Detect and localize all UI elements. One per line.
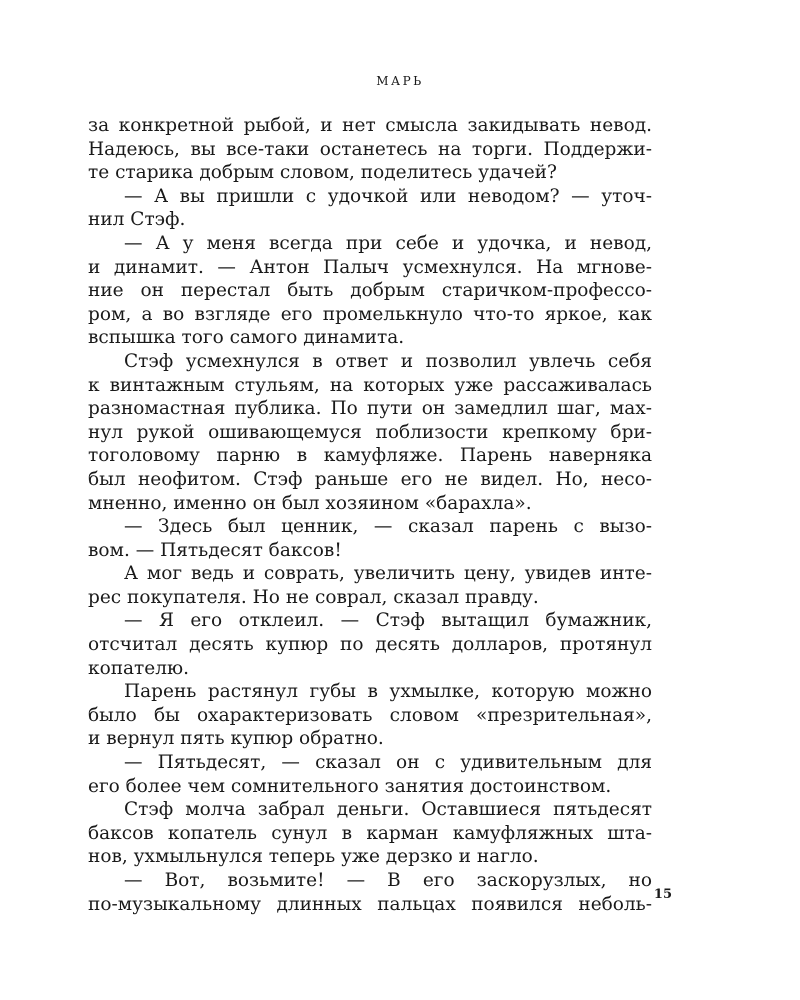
text-line: ние он перестал быть добрым старичком-профессо- (88, 280, 652, 302)
body-text (88, 114, 652, 916)
text-line: А мог ведь и соврать, увеличить цену, увидев инте- (124, 563, 652, 585)
text-line: баксов копатель сунул в карман камуфляжных шта- (88, 822, 652, 844)
text-line: — А у меня всегда при себе и удочка, и невод, (124, 232, 652, 254)
text-line: Стэф молча забрал деньги. Оставшиеся пятьдесят (124, 799, 652, 821)
text-line: те старика добрым словом, поделитесь удачей? (88, 162, 557, 184)
text-line: вом. — Пятьдесят баксов! (88, 539, 342, 561)
text-line: был неофитом. Стэф раньше его не видел. Но, несо- (88, 468, 652, 490)
text-line: и вернул пять купюр обратно. (88, 728, 384, 750)
text-line: — Здесь был ценник, — сказал парень с вызо- (124, 516, 652, 538)
text-line: было бы охарактеризовать словом «презрительная», (88, 704, 652, 726)
text-line: его более чем сомнительного занятия достоинством. (88, 775, 612, 797)
text-line: — А вы пришли с удочкой или неводом? — уточ- (124, 185, 652, 207)
text-line: ром, а во взгляде его промелькнуло что-то яркое, как (88, 303, 652, 325)
text-line: нил Стэф. (88, 209, 186, 231)
text-line: по-музыкальному длинных пальцах появился неболь- (88, 893, 652, 915)
text-line: тоголовому парню в камуфляже. Парень наверняка (88, 445, 652, 467)
page-number: 15 (653, 887, 672, 902)
text-line: к винтажным стульям, на которых уже рассаживалась (88, 374, 652, 396)
text-line: Стэф усмехнулся в ответ и позволил увлечь себя (124, 350, 652, 372)
text-line: нул рукой ошивающемуся поблизости крепкому бри- (88, 421, 652, 443)
text-line: Парень растянул губы в ухмылке, которую можно (124, 681, 652, 703)
text-line: Надеюсь, вы все-таки останетесь на торги. Поддержи- (88, 138, 652, 160)
text-line: разномастная публика. По пути он замедлил шаг, мах- (88, 398, 652, 420)
text-line: отсчитал десять купюр по десять долларов, протянул (88, 634, 652, 656)
text-line: — Вот, возьмите! — В его заскорузлых, но (124, 870, 652, 891)
running-head: МАРЬ (376, 74, 424, 88)
text-line: рес покупателя. Но не соврал, сказал правду. (88, 586, 539, 608)
text-line: — Я его отклеил. — Стэф вытащил бумажник, (124, 610, 652, 632)
text-line: мненно, именно он был хозяином «барахла». (88, 492, 532, 514)
text-line: копателю. (88, 657, 189, 679)
text-line: и динамит. — Антон Палыч усмехнулся. На мгнове- (88, 256, 652, 278)
text-line: за конкретной рыбой, и нет смысла закидывать невод. (88, 115, 652, 136)
text-line: — Пятьдесят, — сказал он с удивительным для (124, 752, 652, 774)
text-line: нов, ухмыльнулся теперь уже дерзко и нагло. (88, 846, 539, 868)
text-line: вспышка того самого динамита. (88, 327, 405, 349)
